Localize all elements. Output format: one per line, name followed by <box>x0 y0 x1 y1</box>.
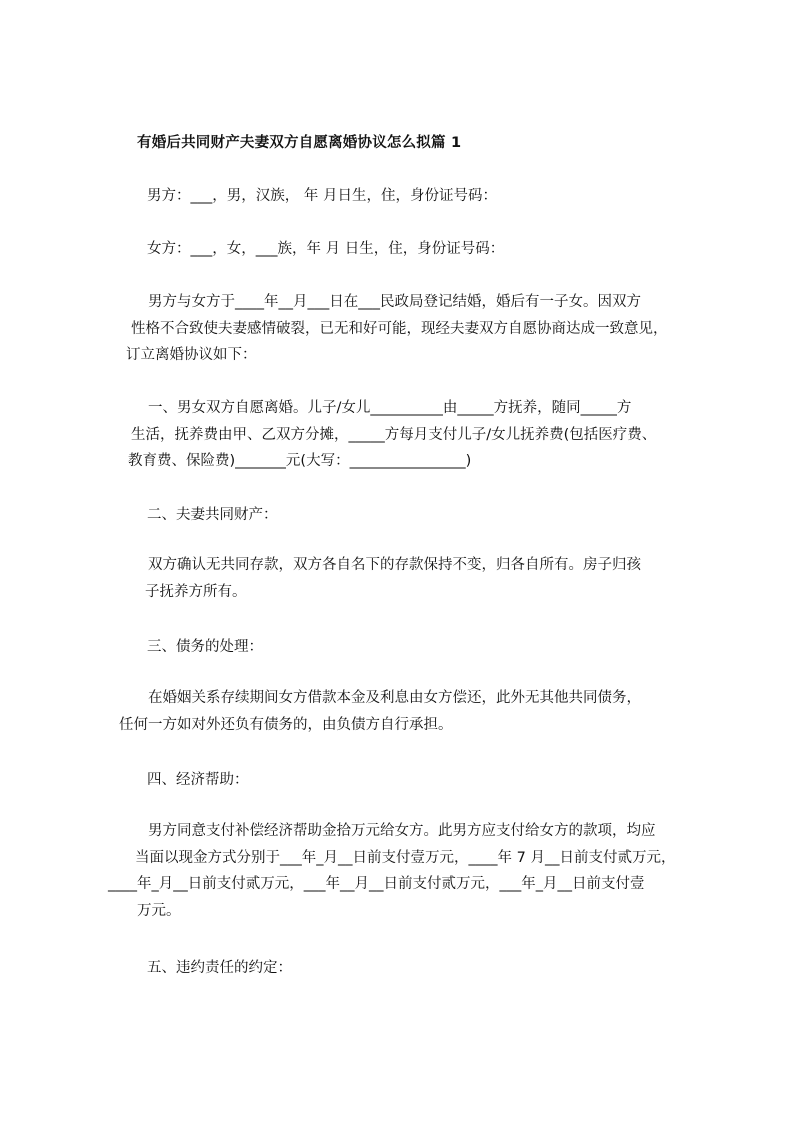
intro-paragraph <box>108 289 708 369</box>
clause-3-paragraph <box>108 685 708 738</box>
clause-4-line: 当面以现金方式分别于___年_月__日前支付壹万元，____年 7 月__日前支付贰万元， <box>135 849 676 866</box>
clause-3-line: 任何一方如对外还负有债务的，由负债方自行承担。 <box>119 716 453 733</box>
clause-1-line: 生活，抚养费由甲、乙双方分摊，_____方每月支付儿子/女儿抚养费(包括医疗费、 <box>131 426 657 443</box>
clause-2-line: 双方确认无共同存款，双方各自名下的存款保持不变，归各自所有。房子归孩 <box>148 557 641 573</box>
clause-4-line: ____年_月__日前支付贰万元，___年__月__日前支付贰万元，___年_月__日前支付壹 <box>108 876 645 892</box>
clause-1-paragraph <box>108 395 708 475</box>
clause-2-line: 子抚养方所有。 <box>145 583 247 600</box>
heading-breach-liability: 五、违约责任的约定： <box>147 960 292 976</box>
clause-4-line: 万元。 <box>137 902 181 919</box>
man-info-line: 男方：___，男，汉族， 年 月日生，住，身份证号码： <box>147 188 497 204</box>
intro-line: 性格不合致使夫妻感情破裂，已无和好可能，现经夫妻双方自愿协商达成一致意见， <box>131 320 668 337</box>
clause-3-line: 在婚姻关系存续期间女方借款本金及利息由女方偿还，此外无其他共同债务， <box>148 690 641 706</box>
woman-info-line: 女方：___，女，___族，年 月 日生，住，身份证号码： <box>147 241 505 257</box>
heading-joint-property: 二、夫妻共同财产： <box>147 507 278 523</box>
intro-line: 订立离婚协议如下： <box>126 347 257 363</box>
intro-line: 男方与女方于____年__月___日在___民政局登记结婚，婚后有一子女。因双方 <box>148 294 641 310</box>
heading-debts: 三、债务的处理： <box>147 639 263 655</box>
clause-1-line: 一、男女双方自愿离婚。儿子/女儿__________由_____方抚养，随同_____方 <box>148 400 632 416</box>
clause-2-paragraph <box>108 552 708 605</box>
document-title: 有婚后共同财产夫妻双方自愿离婚协议怎么拟篇 1 <box>137 135 462 151</box>
clause-4-line: 男方同意支付补偿经济帮助金拾万元给女方。此男方应支付给女方的款项，均应 <box>148 823 656 839</box>
clause-4-paragraph <box>108 818 708 924</box>
clause-1-line: 教育费、保险费)_______元(大写：________________) <box>128 453 472 469</box>
heading-financial-help: 四、经济帮助： <box>147 772 249 788</box>
